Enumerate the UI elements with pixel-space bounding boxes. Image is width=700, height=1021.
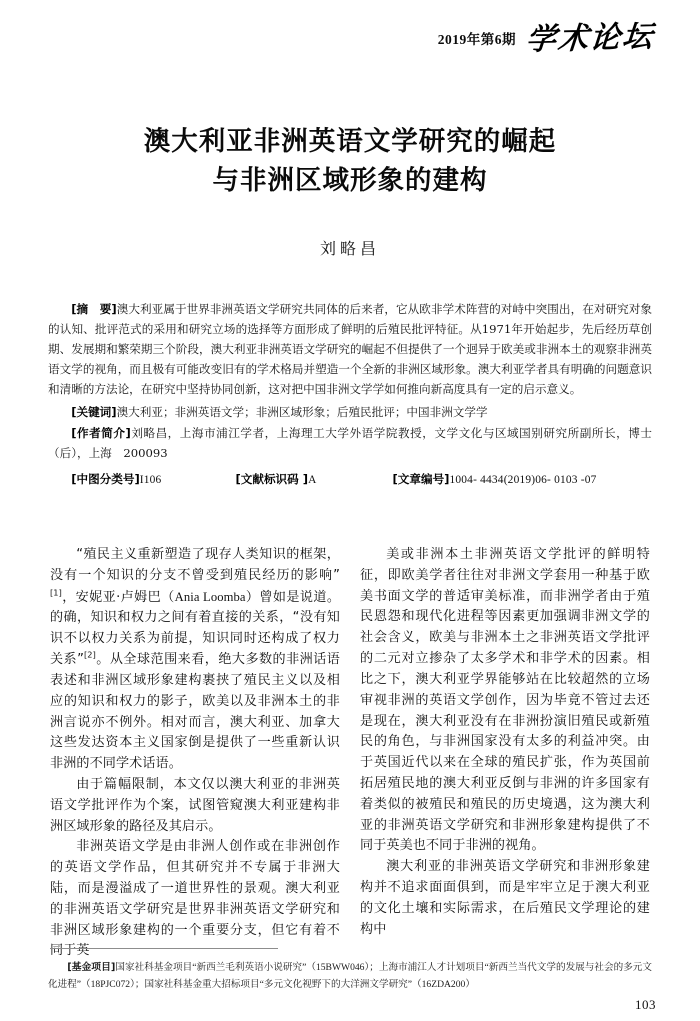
issue-label: 2019年第6期 bbox=[437, 32, 516, 47]
left-column bbox=[50, 545, 341, 959]
clc-number bbox=[71, 471, 161, 487]
clc-value: I106 bbox=[139, 473, 162, 486]
funding-label: [基金项目] bbox=[67, 962, 116, 973]
clc-label: [中图分类号] bbox=[71, 471, 140, 486]
funding-text: 国家社科基金项目“新西兰毛利英语小说研究”（15BWW046）；上海市浦江人才计划项目“新西兰当代文学的发展与社会的多元文化进程”（18PJC072）；国家社科基金重大招标项目“多元文化视野下的大洋洲文学研究”（16ZDA200） bbox=[48, 962, 652, 990]
keywords-text: 澳大利亚；非洲英语文学；非洲区域形象；后殖民批评；中国非洲文学学 bbox=[116, 404, 488, 419]
front-matter bbox=[48, 300, 652, 487]
title-block bbox=[50, 122, 650, 200]
abstract-text: 澳大利亚属于世界非洲英语文学研究共同体的后来者，它从欧非学术阵营的对峙中突围出，在对研究对象的认知、批评范式的采用和研究立场的选择等方面形成了鲜明的后殖民批评特征。从1971年开始起步，先后经历草创期、发展期和繁荣期三个阶段，澳大利亚非洲英语文学研究的崛起不但提供了一个迥异于欧美或非洲本土的观察非洲英语文学的视角，而且极有可能改变旧有的学术格局并塑造一个全新的非洲区域形象。澳大利亚学者具有明确的问题意识和清晰的方法论，在研究中坚持协同创新，这对把中国非洲文学学如何推向新高度具有一定的启示意义。 bbox=[48, 302, 652, 396]
body-columns bbox=[50, 545, 650, 959]
body-paragraph: 美或非洲本土非洲英语文学批评的鲜明特征，即欧美学者往往对非洲文学套用一种基于欧美书面文学的普适审美标准，而非洲学者由于殖民恩怨和现代化进程等因素更加强调非洲文学的社会含义，欧美与非洲本土之非洲英语文学批评的二元对立掺杂了太多学术和非学术的因素。相比之下，澳大利亚学界能够站在比较超然的立场审视非洲的英语文学创作，因为毕竟不管过去还是现在，澳大利亚没有在非洲扮演旧殖民或新殖民的角色，与非洲国家没有太多的利益冲突。由于英国近代以来在全球的殖民扩张，作为英国前拓居殖民地的澳大利亚反倒与非洲的许多国家有着类似的被殖民和殖民的历史境遇，这为澳大利亚的非洲英语文学研究和非洲形象建构提供了不同于英美也不同于非洲的视角。 bbox=[360, 547, 650, 854]
author-bio-text: 刘略昌，上海市浦江学者，上海理工大学外语学院教授，文学文化与区域国别研究所副所长，博士（后），上海 200093 bbox=[48, 426, 652, 461]
title-line-2: 与非洲区域形象的建构 bbox=[212, 165, 488, 197]
footnote-divider bbox=[50, 948, 278, 949]
abstract-label: [摘 要] bbox=[71, 302, 117, 316]
document-code bbox=[235, 471, 316, 487]
funding-footnote bbox=[48, 960, 652, 993]
title-line-1: 澳大利亚非洲英语文学研究的崛起 bbox=[143, 126, 557, 157]
article-id-value: 1004- 4434(2019)06- 0103 -07 bbox=[449, 473, 597, 486]
author-bio-line bbox=[48, 423, 652, 463]
masthead bbox=[437, 19, 656, 58]
article-id-label: [文章编号] bbox=[392, 471, 450, 486]
document-code-label: [文献标识码 ] bbox=[235, 471, 309, 486]
abstract-paragraph bbox=[48, 300, 652, 400]
author-name: 刘略昌 bbox=[319, 239, 380, 258]
author-bio-label: [作者简介] bbox=[71, 426, 131, 441]
body-paragraph: 非洲英语文学是由非洲人创作或在非洲创作的英语文学作品，但其研究并不专属于非洲大陆，而是漫溢成了一道世界性的景观。澳大利亚的非洲英语文学研究是世界非洲英语文学研究和非洲区域形象建构的一个重要分支，但它有着不同于英 bbox=[50, 839, 340, 959]
right-column bbox=[360, 545, 650, 945]
body-paragraph: “殖民主义重新塑造了现存人类知识的框架，没有一个知识的分支不曾受到殖民经历的影响”[1]，安妮亚·卢姆巴（Ania Loomba）曾如是说道。的确，知识和权力之间有着直接的关系，“没有知识不以权力关系为前提，知识同时还构成了权力关系”[2]。从全球范围来看，绝大多数的非洲话语表述和非洲区域形象建构裹挟了殖民主义以及相应的知识和权力的影子，欧美以及非洲本土的非洲言说亦不例外。相对而言，澳大利亚、加拿大这些发达资本主义国家倒是提供了一些重新认识非洲的不同学术话语。 bbox=[50, 547, 341, 772]
article-id bbox=[393, 471, 597, 487]
keywords-line bbox=[48, 402, 652, 423]
body-paragraph: 由于篇幅限制，本文仅以澳大利亚的非洲英语文学批评作为个案，试图管窥澳大利亚建构非洲区域形象的路径及其启示。 bbox=[50, 776, 340, 834]
journal-logo: 学术论坛 bbox=[524, 19, 656, 58]
page-number: 103 bbox=[635, 997, 656, 1012]
document-code-value: A bbox=[308, 473, 317, 486]
page-title bbox=[50, 122, 650, 200]
classification-line bbox=[48, 471, 652, 487]
body-paragraph: 澳大利亚的非洲英语文学研究和非洲形象建构并不追求面面俱到，而是牢牢立足于澳大利亚的文化土壤和实际需求，在后殖民文学理论的建构中 bbox=[360, 859, 650, 937]
keywords-label: [关键词] bbox=[71, 404, 117, 419]
